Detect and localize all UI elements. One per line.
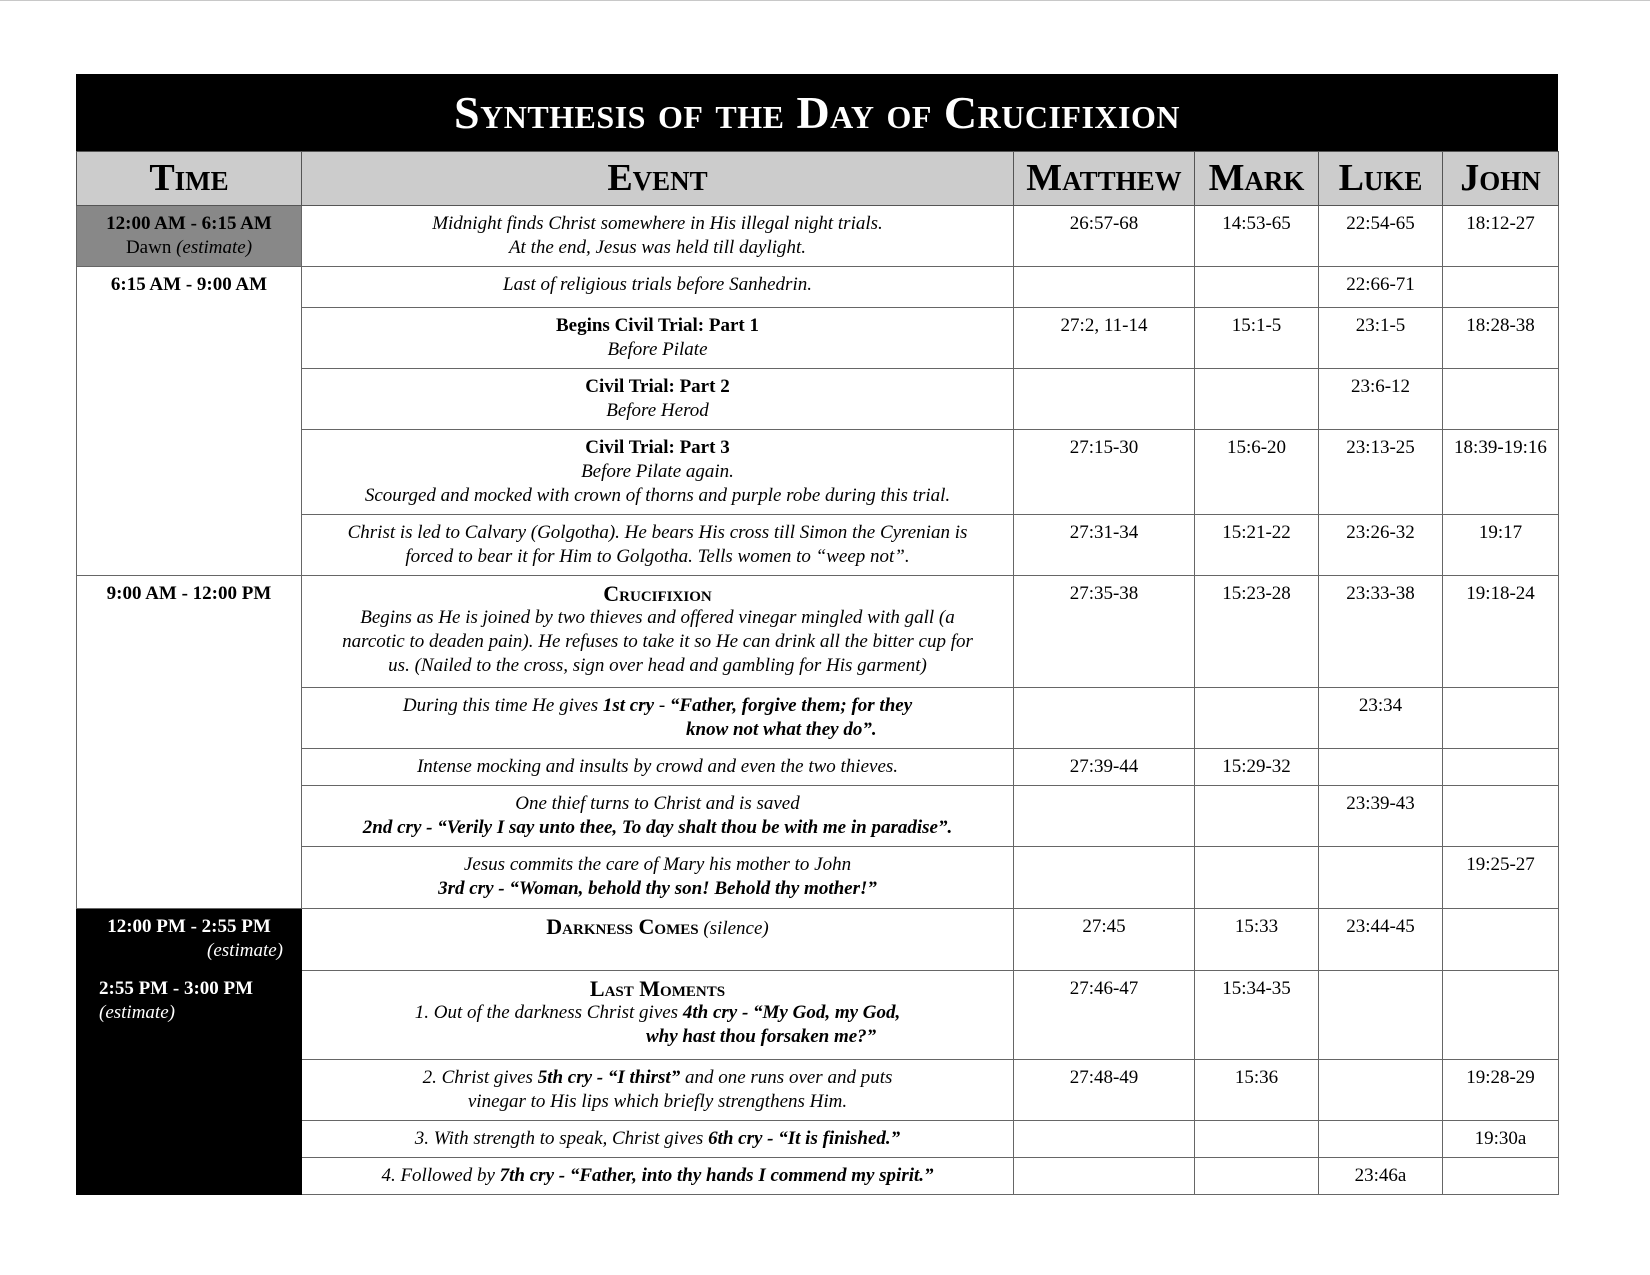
cry-label: 4th cry: [682, 1002, 738, 1023]
john-ref: 19:30a: [1443, 1121, 1559, 1158]
time-period-cell: [77, 206, 302, 267]
event-text: 2. Christ gives: [422, 1067, 538, 1088]
time-note-estimate: (estimate): [99, 1002, 175, 1023]
event-line: [306, 816, 1009, 840]
event-line: At the end, Jesus was held till daylight.: [508, 237, 807, 258]
event-line: [306, 694, 1009, 718]
matthew-ref: [1014, 786, 1195, 847]
matthew-ref: [1014, 1158, 1195, 1195]
time-note-estimate: (estimate): [207, 940, 283, 961]
event-heading: Darkness Comes: [546, 914, 699, 939]
event-line: [306, 1164, 1009, 1188]
mark-ref: 15:29-32: [1195, 749, 1319, 786]
time-range: 9:00 AM - 12:00 PM: [106, 583, 272, 604]
john-ref: 18:28-38: [1443, 308, 1559, 369]
matthew-ref: 27:46-47: [1014, 971, 1195, 1060]
event-line: Christ is led to Calvary (Golgotha). He bears His cross till Simon the Cyrenian is: [347, 522, 968, 543]
time-range: 6:15 AM - 9:00 AM: [110, 274, 268, 295]
cry-label: 2nd cry: [362, 817, 422, 838]
event-line: Before Herod: [606, 400, 709, 421]
cry-label: 1st cry: [602, 695, 655, 716]
column-header-mark: Mark: [1195, 152, 1319, 206]
event-cell: [302, 1158, 1014, 1195]
time-note: Dawn: [125, 237, 177, 258]
luke-ref: [1319, 971, 1443, 1060]
event-line: forced to bear it for Him to Golgotha. Tells women to “weep not”.: [405, 546, 910, 567]
event-cell: [302, 430, 1014, 515]
john-ref: [1443, 369, 1559, 430]
event-line: [306, 877, 1009, 901]
john-ref: 18:12-27: [1443, 206, 1559, 267]
matthew-ref: [1014, 1121, 1195, 1158]
mark-ref: [1195, 267, 1319, 308]
column-header-luke: Luke: [1319, 152, 1443, 206]
matthew-ref: [1014, 267, 1195, 308]
table-row: [77, 576, 1559, 688]
john-ref: 19:18-24: [1443, 576, 1559, 688]
mark-ref: [1195, 369, 1319, 430]
john-ref: 19:28-29: [1443, 1060, 1559, 1121]
event-heading: Civil Trial: Part 3: [585, 437, 730, 458]
table-row: [77, 909, 1559, 971]
event-line: [306, 1066, 1009, 1090]
cry-quote: why hast thou forsaken me?”: [646, 1026, 877, 1047]
time-note-estimate: (estimate): [176, 237, 253, 258]
event-heading: Last Moments: [589, 976, 726, 1001]
time-range: 2:55 PM - 3:00 PM: [99, 978, 254, 999]
cry-label: 7th cry - “Father, into thy hands I commend my spirit.”: [499, 1165, 934, 1186]
table-row: [77, 267, 1559, 308]
luke-ref: 23:39-43: [1319, 786, 1443, 847]
mark-ref: 15:21-22: [1195, 515, 1319, 576]
event-cell: [302, 308, 1014, 369]
event-line: Last of religious trials before Sanhedrin.: [503, 274, 812, 295]
column-header-event: Event: [302, 152, 1014, 206]
luke-ref: [1319, 749, 1443, 786]
event-line: Scourged and mocked with crown of thorns and purple robe during this trial.: [364, 485, 951, 506]
luke-ref: 22:54-65: [1319, 206, 1443, 267]
cry-label: 5th cry - “I thirst”: [537, 1067, 681, 1088]
crucifixion-chart: [76, 74, 1558, 1195]
page-top-rule: [0, 0, 1650, 1]
luke-ref: [1319, 1121, 1443, 1158]
event-cell: [302, 515, 1014, 576]
john-ref: [1443, 688, 1559, 749]
john-ref: [1443, 1158, 1559, 1195]
event-heading: Crucifixion: [603, 581, 712, 606]
matthew-ref: [1014, 369, 1195, 430]
event-line: Begins as He is joined by two thieves and offered vinegar mingled with gall (a: [360, 607, 955, 628]
event-heading: Begins Civil Trial: Part 1: [555, 315, 759, 336]
cry-quote: - “Verily I say unto thee, To day shalt thou be with me in paradise”.: [421, 817, 953, 838]
john-ref: [1443, 786, 1559, 847]
time-range: 12:00 AM - 6:15 AM: [106, 213, 272, 234]
event-cell: [302, 909, 1014, 971]
mark-ref: 15:1-5: [1195, 308, 1319, 369]
matthew-ref: 27:35-38: [1014, 576, 1195, 688]
matthew-ref: 27:48-49: [1014, 1060, 1195, 1121]
mark-ref: 15:36: [1195, 1060, 1319, 1121]
matthew-ref: [1014, 847, 1195, 909]
time-period-cell: [77, 971, 302, 1195]
luke-ref: 23:44-45: [1319, 909, 1443, 971]
john-ref: [1443, 909, 1559, 971]
event-text: 1. Out of the darkness Christ gives: [414, 1002, 683, 1023]
cry-dash: -: [654, 695, 670, 716]
luke-ref: 23:34: [1319, 688, 1443, 749]
time-period-cell: [77, 576, 302, 909]
john-ref: [1443, 267, 1559, 308]
luke-ref: 23:1-5: [1319, 308, 1443, 369]
matthew-ref: 27:15-30: [1014, 430, 1195, 515]
synthesis-table: [76, 151, 1559, 1195]
event-line: Before Pilate: [607, 339, 708, 360]
event-cell: [302, 369, 1014, 430]
matthew-ref: 26:57-68: [1014, 206, 1195, 267]
mark-ref: 15:23-28: [1195, 576, 1319, 688]
column-header-time: Time: [77, 152, 302, 206]
cry-quote: know not what they do”.: [686, 719, 877, 740]
event-line: Jesus commits the care of Mary his mother to John: [463, 854, 852, 875]
cry-quote: “Father, forgive them; for they: [669, 695, 913, 716]
time-period-cell: [77, 909, 302, 971]
luke-ref: 23:46a: [1319, 1158, 1443, 1195]
event-line: Before Pilate again.: [581, 461, 734, 482]
event-heading: Civil Trial: Part 2: [585, 376, 730, 397]
john-ref: [1443, 749, 1559, 786]
mark-ref: [1195, 847, 1319, 909]
column-header-john: John: [1443, 152, 1559, 206]
mark-ref: [1195, 688, 1319, 749]
matthew-ref: 27:2, 11-14: [1014, 308, 1195, 369]
table-row: [77, 206, 1559, 267]
header-row: [77, 152, 1559, 206]
time-period-cell: [77, 267, 302, 576]
cry-label: 3rd cry: [438, 878, 494, 899]
event-heading-note: (silence): [698, 918, 769, 939]
event-cell: [302, 749, 1014, 786]
cry-quote: - “Woman, behold thy son! Behold thy mother!”: [493, 878, 877, 899]
luke-ref: 23:13-25: [1319, 430, 1443, 515]
event-cell: [302, 206, 1014, 267]
john-ref: 18:39-19:16: [1443, 430, 1559, 515]
john-ref: 19:25-27: [1443, 847, 1559, 909]
matthew-ref: 27:45: [1014, 909, 1195, 971]
luke-ref: [1319, 1060, 1443, 1121]
event-line: Intense mocking and insults by crowd and even the two thieves.: [416, 756, 899, 777]
event-text: 4. Followed by: [381, 1165, 500, 1186]
event-cell: [302, 1060, 1014, 1121]
time-range: 12:00 PM - 2:55 PM: [107, 916, 271, 937]
event-cell: [302, 786, 1014, 847]
table-row: [77, 971, 1559, 1060]
luke-ref: 22:66-71: [1319, 267, 1443, 308]
luke-ref: 23:6-12: [1319, 369, 1443, 430]
event-cell: [302, 688, 1014, 749]
event-line: us. (Nailed to the cross, sign over head and gambling for His garment): [388, 655, 927, 676]
mark-ref: [1195, 786, 1319, 847]
event-text: and one runs over and puts: [680, 1067, 893, 1088]
john-ref: [1443, 971, 1559, 1060]
luke-ref: [1319, 847, 1443, 909]
mark-ref: 15:6-20: [1195, 430, 1319, 515]
event-cell: [302, 1121, 1014, 1158]
event-line: [306, 1127, 1009, 1151]
column-header-matthew: Matthew: [1014, 152, 1195, 206]
mark-ref: 15:33: [1195, 909, 1319, 971]
luke-ref: 23:26-32: [1319, 515, 1443, 576]
event-line: [306, 1001, 1009, 1025]
matthew-ref: [1014, 688, 1195, 749]
cry-label: 6th cry - “It is finished.”: [708, 1128, 901, 1149]
mark-ref: 15:34-35: [1195, 971, 1319, 1060]
event-line: Midnight finds Christ somewhere in His illegal night trials.: [432, 213, 883, 234]
event-cell: [302, 267, 1014, 308]
event-cell: [302, 971, 1014, 1060]
luke-ref: 23:33-38: [1319, 576, 1443, 688]
event-cell: [302, 576, 1014, 688]
event-text: 3. With strength to speak, Christ gives: [414, 1128, 709, 1149]
john-ref: 19:17: [1443, 515, 1559, 576]
cry-quote: - “My God, my God,: [737, 1002, 901, 1023]
mark-ref: 14:53-65: [1195, 206, 1319, 267]
event-line: [306, 915, 1009, 941]
mark-ref: [1195, 1121, 1319, 1158]
matthew-ref: 27:39-44: [1014, 749, 1195, 786]
mark-ref: [1195, 1158, 1319, 1195]
matthew-ref: 27:31-34: [1014, 515, 1195, 576]
event-text: During this time He gives: [402, 695, 603, 716]
event-line: One thief turns to Christ and is saved: [515, 793, 800, 814]
event-line: narcotic to deaden pain). He refuses to take it so He can drink all the bitter cup for: [342, 631, 973, 652]
event-cell: [302, 847, 1014, 909]
page-title: Synthesis of the Day of Crucifixion: [76, 74, 1558, 151]
event-line: vinegar to His lips which briefly strengthens Him.: [467, 1091, 848, 1112]
